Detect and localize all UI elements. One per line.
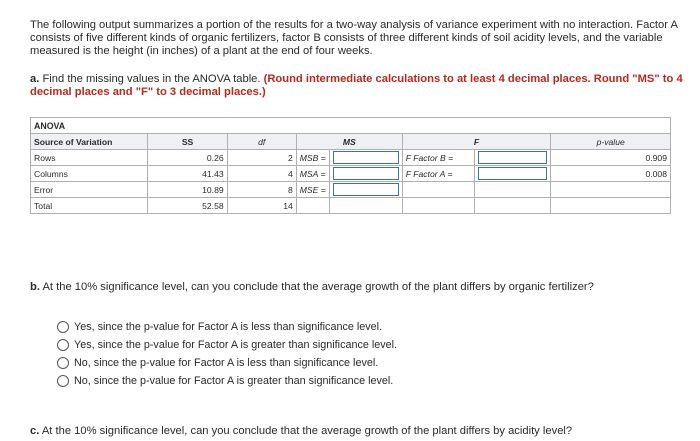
header-df: df bbox=[227, 134, 296, 150]
anova-title: ANOVA bbox=[31, 118, 148, 134]
row-source: Total bbox=[31, 198, 148, 214]
row-ss: 10.89 bbox=[148, 182, 227, 198]
msb-input[interactable] bbox=[333, 151, 399, 164]
row-ss: 0.26 bbox=[148, 150, 227, 166]
ms-label: MSE = bbox=[296, 182, 329, 198]
ms-label: MSB = bbox=[296, 150, 329, 166]
answer-options bbox=[57, 318, 397, 390]
answer-option[interactable] bbox=[57, 318, 397, 336]
table-row bbox=[31, 150, 671, 166]
header-ms: MS bbox=[296, 134, 402, 150]
header-f: F bbox=[402, 134, 551, 150]
part-c-text: At the 10% significance level, can you conclude that the average growth of the plant differs by acidity level? bbox=[41, 425, 573, 437]
part-c-label: c. bbox=[30, 425, 40, 437]
row-ss: 41.43 bbox=[148, 166, 227, 182]
row-source: Error bbox=[31, 182, 148, 198]
part-b-prompt bbox=[30, 281, 594, 293]
part-a-prompt bbox=[30, 73, 690, 99]
f-label: F Factor A = bbox=[402, 166, 475, 182]
table-row bbox=[31, 198, 671, 214]
answer-option[interactable] bbox=[57, 372, 397, 390]
f-label: F Factor B = bbox=[402, 150, 475, 166]
row-df: 8 bbox=[227, 182, 296, 198]
option-label: Yes, since the p-value for Factor A is greater than significance level. bbox=[74, 339, 398, 351]
header-ss: SS bbox=[148, 134, 227, 150]
option-label: No, since the p-value for Factor A is less than significance level. bbox=[74, 357, 379, 369]
row-source: Columns bbox=[31, 166, 148, 182]
radio-button[interactable] bbox=[57, 375, 69, 387]
part-a-label: a. bbox=[30, 73, 40, 85]
part-b-label: b. bbox=[30, 281, 40, 293]
problem-intro: The following output summarizes a portion of the results for a two-way analysis of variance experiment with no interaction. Factor A consists of five different kinds of organic fertilizers, factor B consists of three different kinds of soil acidity levels, and the variable measured is the height (in inches) of a plant at the end of four weeks. bbox=[30, 19, 678, 58]
row-source: Rows bbox=[31, 150, 148, 166]
header-pvalue: p-value bbox=[551, 134, 671, 150]
anova-table bbox=[30, 117, 671, 214]
table-row bbox=[31, 182, 671, 198]
part-b-text: At the 10% significance level, can you conclude that the average growth of the plant differs by organic fertilizer? bbox=[42, 281, 594, 293]
part-a-text: Find the missing values in the ANOVA table. bbox=[42, 73, 261, 85]
radio-button[interactable] bbox=[57, 339, 69, 351]
radio-button[interactable] bbox=[57, 357, 69, 369]
option-label: No, since the p-value for Factor A is greater than significance level. bbox=[74, 375, 394, 387]
row-df: 4 bbox=[227, 166, 296, 182]
radio-button[interactable] bbox=[57, 321, 69, 333]
header-source: Source of Variation bbox=[31, 134, 148, 150]
row-pvalue: 0.909 bbox=[551, 150, 671, 166]
msa-input[interactable] bbox=[333, 167, 399, 180]
part-c-prompt bbox=[30, 425, 572, 437]
ms-label: MSA = bbox=[296, 166, 329, 182]
answer-option[interactable] bbox=[57, 354, 397, 372]
row-df: 14 bbox=[227, 198, 296, 214]
f-factor-a-input[interactable] bbox=[478, 167, 547, 180]
row-ss: 52.58 bbox=[148, 198, 227, 214]
table-row bbox=[31, 166, 671, 182]
part-a-instruction: (Round intermediate calculations to at least 4 decimal places. Round "MS" to 4 decimal places and "F" to 3 decimal places.) bbox=[30, 73, 683, 99]
f-factor-b-input[interactable] bbox=[478, 151, 547, 164]
row-pvalue: 0.008 bbox=[551, 166, 671, 182]
row-df: 2 bbox=[227, 150, 296, 166]
mse-input[interactable] bbox=[333, 183, 399, 196]
answer-option[interactable] bbox=[57, 336, 397, 354]
option-label: Yes, since the p-value for Factor A is less than significance level. bbox=[74, 321, 383, 333]
